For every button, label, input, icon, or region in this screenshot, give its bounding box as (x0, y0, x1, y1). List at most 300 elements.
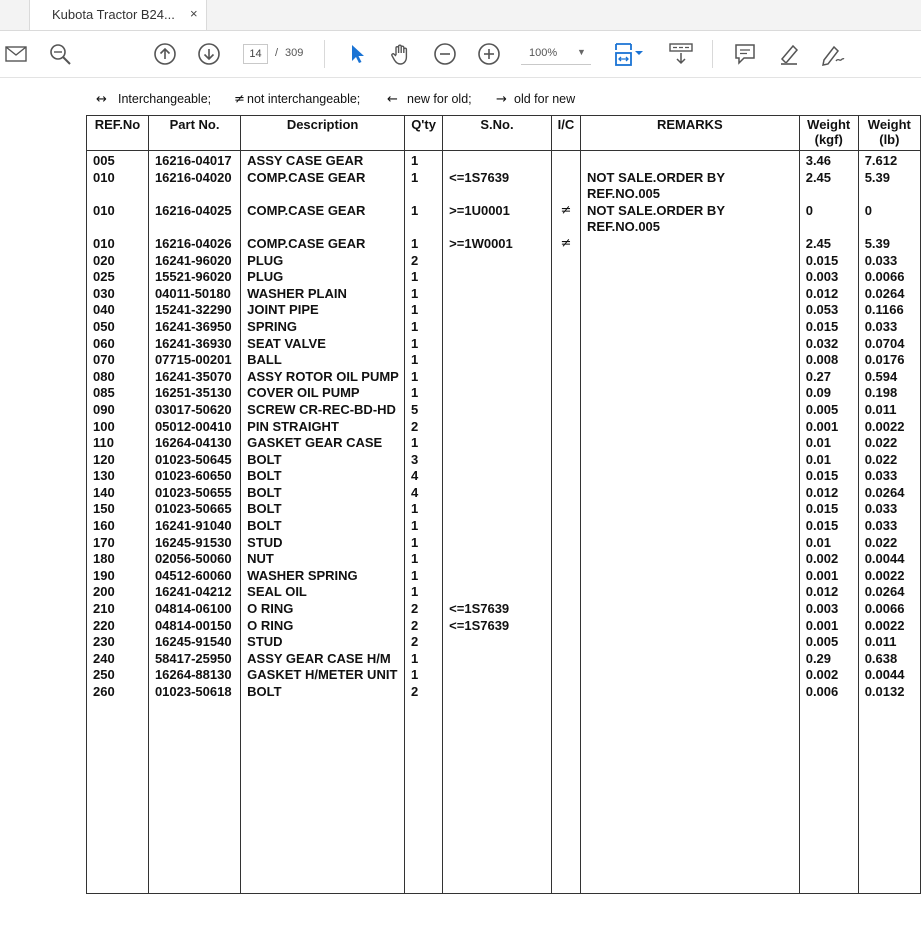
table-cell: 0.001 (799, 419, 858, 436)
table-cell: PLUG (241, 253, 405, 270)
table-cell: 1 (405, 535, 443, 552)
scroll-mode-icon[interactable] (666, 40, 696, 68)
table-row (87, 336, 921, 353)
new-for-old-symbol: ← (387, 92, 398, 107)
table-cell (581, 319, 800, 336)
table-cell (551, 269, 580, 286)
table-cell: <=1S7639 (443, 618, 552, 635)
select-cursor-icon[interactable] (343, 40, 371, 68)
table-cell: O RING (241, 601, 405, 618)
table-cell: 005 (87, 151, 149, 170)
table-row (87, 236, 921, 253)
table-cell: 04512-60060 (148, 568, 240, 585)
table-row (87, 352, 921, 369)
tab-bar (0, 0, 921, 31)
table-cell (581, 151, 800, 170)
table-cell (443, 302, 552, 319)
table-cell: 1 (405, 269, 443, 286)
table-cell: BOLT (241, 468, 405, 485)
column-header: I/C (551, 116, 580, 151)
page-separator: / (275, 47, 279, 59)
table-cell: 2.45 (799, 170, 858, 203)
table-row (87, 584, 921, 601)
table-cell (443, 568, 552, 585)
table-cell: 01023-50618 (148, 684, 240, 701)
table-cell (551, 584, 580, 601)
table-cell (551, 501, 580, 518)
table-cell: 200 (87, 584, 149, 601)
table-cell (581, 485, 800, 502)
table-cell: 0.012 (799, 584, 858, 601)
table-cell: 0 (799, 203, 858, 236)
table-cell: 16264-88130 (148, 667, 240, 684)
table-cell: SEAT VALVE (241, 336, 405, 353)
table-cell (581, 634, 800, 651)
table-cell (581, 385, 800, 402)
table-cell: BALL (241, 352, 405, 369)
table-cell (581, 601, 800, 618)
table-cell (551, 352, 580, 369)
table-cell: 0.29 (799, 651, 858, 668)
table-row (87, 667, 921, 684)
table-cell (581, 684, 800, 701)
table-cell: 58417-25950 (148, 651, 240, 668)
parts-table (86, 115, 921, 894)
empty-cell (858, 701, 920, 894)
table-cell (443, 369, 552, 386)
table-cell: 16216-04026 (148, 236, 240, 253)
table-cell: 010 (87, 170, 149, 203)
table-cell: GASKET GEAR CASE (241, 435, 405, 452)
table-cell: 110 (87, 435, 149, 452)
table-cell: 0.022 (858, 435, 920, 452)
table-cell: 010 (87, 236, 149, 253)
table-cell: 0.0264 (858, 485, 920, 502)
table-cell: 01023-60650 (148, 468, 240, 485)
table-cell: SEAL OIL (241, 584, 405, 601)
table-cell: 0.003 (799, 601, 858, 618)
table-cell: ≠ (551, 236, 580, 253)
table-cell: 0.0022 (858, 568, 920, 585)
table-cell: 0.01 (799, 452, 858, 469)
table-cell (581, 336, 800, 353)
column-header: Q'ty (405, 116, 443, 151)
table-cell: 04011-50180 (148, 286, 240, 303)
table-cell: STUD (241, 634, 405, 651)
page-up-icon[interactable] (151, 40, 179, 68)
table-cell: 16216-04025 (148, 203, 240, 236)
empty-cell (87, 701, 149, 894)
table-cell: PIN STRAIGHT (241, 419, 405, 436)
table-cell: 0.012 (799, 286, 858, 303)
empty-cell (799, 701, 858, 894)
table-cell (443, 452, 552, 469)
table-cell: 080 (87, 369, 149, 386)
table-cell: 16241-35070 (148, 369, 240, 386)
table-cell (581, 253, 800, 270)
table-cell (551, 369, 580, 386)
table-cell: 100 (87, 419, 149, 436)
table-cell (443, 485, 552, 502)
table-cell: 090 (87, 402, 149, 419)
table-cell: 1 (405, 286, 443, 303)
table-cell: 050 (87, 319, 149, 336)
table-row (87, 568, 921, 585)
zoom-search-icon[interactable] (46, 40, 74, 68)
table-cell (443, 319, 552, 336)
table-cell (581, 419, 800, 436)
table-cell: 0.198 (858, 385, 920, 402)
table-cell: 0.638 (858, 651, 920, 668)
table-cell: 1 (405, 651, 443, 668)
table-cell: BOLT (241, 518, 405, 535)
table-cell: 150 (87, 501, 149, 518)
table-cell (581, 651, 800, 668)
table-cell: 3 (405, 452, 443, 469)
tab-title[interactable]: Kubota Tractor B24... (52, 7, 175, 22)
zoom-value: 100% (529, 47, 558, 59)
table-cell: WASHER PLAIN (241, 286, 405, 303)
table-row (87, 151, 921, 170)
table-cell: 16251-35130 (148, 385, 240, 402)
table-cell (443, 435, 552, 452)
table-cell: 1 (405, 551, 443, 568)
mail-icon[interactable] (2, 40, 30, 68)
table-cell (581, 501, 800, 518)
table-row (87, 286, 921, 303)
table-cell: 1 (405, 151, 443, 170)
table-cell (443, 551, 552, 568)
column-header: Weight (kgf) (799, 116, 858, 151)
table-cell: 1 (405, 667, 443, 684)
table-cell (443, 501, 552, 518)
table-cell (551, 601, 580, 618)
not-interchangeable-symbol: ≠ (234, 92, 245, 107)
empty-cell (551, 701, 580, 894)
table-row (87, 684, 921, 701)
table-cell: 0.022 (858, 452, 920, 469)
table-cell: 1 (405, 435, 443, 452)
table-cell: 0.0132 (858, 684, 920, 701)
table-cell (581, 269, 800, 286)
table-cell: 0.0044 (858, 667, 920, 684)
highlight-icon[interactable] (775, 40, 803, 68)
table-cell: 2 (405, 684, 443, 701)
table-row (87, 634, 921, 651)
interchangeable-symbol: ↔ (96, 92, 107, 107)
table-cell: 0.27 (799, 369, 858, 386)
legend-interchangeable: Interchangeable; (118, 92, 212, 106)
table-cell (551, 419, 580, 436)
table-cell: 04814-06100 (148, 601, 240, 618)
table-cell: 070 (87, 352, 149, 369)
zoom-dropdown[interactable] (521, 44, 591, 65)
table-cell: 05012-00410 (148, 419, 240, 436)
table-cell (581, 352, 800, 369)
table-cell: 0 (858, 203, 920, 236)
old-for-new-symbol: → (496, 92, 507, 107)
table-cell: 0.01 (799, 435, 858, 452)
table-cell: 0.0176 (858, 352, 920, 369)
table-cell (581, 236, 800, 253)
table-row (87, 170, 921, 203)
table-row (87, 319, 921, 336)
table-cell (443, 667, 552, 684)
table-cell: 0.006 (799, 684, 858, 701)
table-cell: 180 (87, 551, 149, 568)
table-cell: 230 (87, 634, 149, 651)
table-cell: BOLT (241, 684, 405, 701)
table-cell: 0.015 (799, 253, 858, 270)
table-cell (551, 651, 580, 668)
table-cell: 1 (405, 319, 443, 336)
table-cell (443, 253, 552, 270)
table-cell: STUD (241, 535, 405, 552)
table-cell: 2 (405, 419, 443, 436)
table-cell: 16216-04017 (148, 151, 240, 170)
table-cell (551, 667, 580, 684)
table-cell: 0.001 (799, 568, 858, 585)
table-cell: ASSY ROTOR OIL PUMP (241, 369, 405, 386)
table-cell: 04814-00150 (148, 618, 240, 635)
table-cell: 160 (87, 518, 149, 535)
table-cell (443, 684, 552, 701)
table-row (87, 269, 921, 286)
column-header: S.No. (443, 116, 552, 151)
table-cell: 16245-91530 (148, 535, 240, 552)
table-cell: >=1W0001 (443, 236, 552, 253)
table-cell (551, 319, 580, 336)
empty-cell (443, 701, 552, 894)
table-cell: 140 (87, 485, 149, 502)
table-cell (551, 302, 580, 319)
legend-old-for-new: old for new (514, 92, 576, 106)
zoom-out-icon[interactable] (431, 40, 459, 68)
table-cell: 1 (405, 568, 443, 585)
table-cell (551, 518, 580, 535)
table-cell: 240 (87, 651, 149, 668)
page-down-icon[interactable] (195, 40, 223, 68)
table-cell: 0.0022 (858, 618, 920, 635)
table-cell: 0.0044 (858, 551, 920, 568)
table-cell: WASHER SPRING (241, 568, 405, 585)
table-cell (443, 651, 552, 668)
table-cell: SPRING (241, 319, 405, 336)
table-cell: 0.002 (799, 551, 858, 568)
table-row (87, 651, 921, 668)
table-cell: 15521-96020 (148, 269, 240, 286)
table-row (87, 402, 921, 419)
table-cell: 250 (87, 667, 149, 684)
table-cell (551, 286, 580, 303)
table-cell: ≠ (551, 203, 580, 236)
table-cell (551, 485, 580, 502)
table-cell: COMP.CASE GEAR (241, 236, 405, 253)
table-cell: 0.0264 (858, 286, 920, 303)
table-cell: 260 (87, 684, 149, 701)
table-cell: 5.39 (858, 236, 920, 253)
table-cell: >=1U0001 (443, 203, 552, 236)
table-cell (581, 452, 800, 469)
table-row (87, 385, 921, 402)
table-cell: 0.09 (799, 385, 858, 402)
table-cell: 0.0066 (858, 601, 920, 618)
legend-not-interchangeable: not interchangeable; (247, 92, 361, 106)
table-cell: 2.45 (799, 236, 858, 253)
table-cell (581, 535, 800, 552)
table-cell: 0.011 (858, 402, 920, 419)
table-cell: 0.012 (799, 485, 858, 502)
table-cell: 030 (87, 286, 149, 303)
table-cell: 0.001 (799, 618, 858, 635)
table-cell: 01023-50655 (148, 485, 240, 502)
document-tab[interactable] (29, 0, 207, 30)
table-cell: 0.002 (799, 667, 858, 684)
close-tab-icon[interactable]: × (190, 6, 198, 21)
table-cell (551, 452, 580, 469)
table-cell: 0.015 (799, 468, 858, 485)
page-total: 309 (285, 47, 304, 59)
table-cell (551, 634, 580, 651)
table-cell (581, 667, 800, 684)
table-cell (581, 302, 800, 319)
column-header: Description (241, 116, 405, 151)
table-cell (443, 402, 552, 419)
table-row (87, 419, 921, 436)
table-cell (551, 684, 580, 701)
table-row (87, 302, 921, 319)
table-cell: 4 (405, 468, 443, 485)
table-cell: 0.011 (858, 634, 920, 651)
table-cell (581, 551, 800, 568)
table-row (87, 203, 921, 236)
table-cell: 0.01 (799, 535, 858, 552)
table-cell: 1 (405, 236, 443, 253)
column-header: REF.No (87, 116, 149, 151)
empty-cell (241, 701, 405, 894)
table-cell: BOLT (241, 485, 405, 502)
table-cell (443, 269, 552, 286)
table-row (87, 535, 921, 552)
column-header: REMARKS (581, 116, 800, 151)
table-row (87, 468, 921, 485)
table-cell (551, 551, 580, 568)
comment-icon[interactable] (731, 40, 759, 68)
page-number-input[interactable]: 14 (243, 44, 268, 64)
table-cell: BOLT (241, 452, 405, 469)
table-cell (581, 286, 800, 303)
table-cell: 0.0066 (858, 269, 920, 286)
chevron-down-icon: ▼ (577, 47, 586, 57)
table-header-row (87, 116, 921, 151)
table-cell: 5.39 (858, 170, 920, 203)
table-cell (581, 402, 800, 419)
table-cell: 1 (405, 302, 443, 319)
table-cell: <=1S7639 (443, 601, 552, 618)
table-cell: 1 (405, 385, 443, 402)
table-cell: <=1S7639 (443, 170, 552, 203)
table-cell: 2 (405, 253, 443, 270)
table-cell: 170 (87, 535, 149, 552)
table-cell: 0.005 (799, 402, 858, 419)
toolbar (0, 31, 921, 78)
table-cell: 16264-04130 (148, 435, 240, 452)
table-cell (443, 634, 552, 651)
table-cell: NOT SALE.ORDER BY REF.NO.005 (581, 203, 800, 236)
table-cell: 16216-04020 (148, 170, 240, 203)
table-cell: 0.003 (799, 269, 858, 286)
table-cell: 010 (87, 203, 149, 236)
table-cell: ASSY CASE GEAR (241, 151, 405, 170)
table-row (87, 501, 921, 518)
table-cell: NOT SALE.ORDER BY REF.NO.005 (581, 170, 800, 203)
table-cell (581, 518, 800, 535)
table-cell: 16241-36930 (148, 336, 240, 353)
table-cell: 0.053 (799, 302, 858, 319)
table-cell (443, 385, 552, 402)
table-cell (443, 535, 552, 552)
table-cell: 1 (405, 501, 443, 518)
table-cell: O RING (241, 618, 405, 635)
table-cell: 4 (405, 485, 443, 502)
table-cell (443, 419, 552, 436)
table-cell: PLUG (241, 269, 405, 286)
table-cell: 15241-32290 (148, 302, 240, 319)
table-cell: 16241-04212 (148, 584, 240, 601)
zoom-in-icon[interactable] (475, 40, 503, 68)
toolbar-divider (712, 40, 713, 68)
sign-icon[interactable] (819, 40, 847, 68)
table-cell: 03017-50620 (148, 402, 240, 419)
table-cell (551, 618, 580, 635)
table-row (87, 485, 921, 502)
table-cell (551, 385, 580, 402)
table-cell: 02056-50060 (148, 551, 240, 568)
table-cell: 130 (87, 468, 149, 485)
table-cell: 0.022 (858, 535, 920, 552)
table-cell: 0.015 (799, 501, 858, 518)
table-cell (443, 151, 552, 170)
table-row (87, 369, 921, 386)
table-cell: 7.612 (858, 151, 920, 170)
table-cell: 040 (87, 302, 149, 319)
table-cell: 0.032 (799, 336, 858, 353)
toolbar-divider (324, 40, 325, 68)
table-cell: 2 (405, 618, 443, 635)
table-cell: 0.0264 (858, 584, 920, 601)
table-cell: 190 (87, 568, 149, 585)
table-cell (551, 435, 580, 452)
fit-page-icon[interactable] (610, 40, 646, 68)
table-cell: 1 (405, 352, 443, 369)
table-cell: 020 (87, 253, 149, 270)
table-cell: 025 (87, 269, 149, 286)
hand-icon[interactable] (387, 40, 415, 68)
table-cell: 16245-91540 (148, 634, 240, 651)
table-cell (581, 618, 800, 635)
table-cell (443, 336, 552, 353)
table-cell (581, 435, 800, 452)
table-cell (551, 170, 580, 203)
table-cell: 0.033 (858, 253, 920, 270)
table-cell (551, 468, 580, 485)
table-cell: 0.033 (858, 501, 920, 518)
table-cell: COMP.CASE GEAR (241, 170, 405, 203)
table-cell (443, 468, 552, 485)
table-cell: 0.033 (858, 518, 920, 535)
table-cell: 0.594 (858, 369, 920, 386)
table-cell (443, 286, 552, 303)
